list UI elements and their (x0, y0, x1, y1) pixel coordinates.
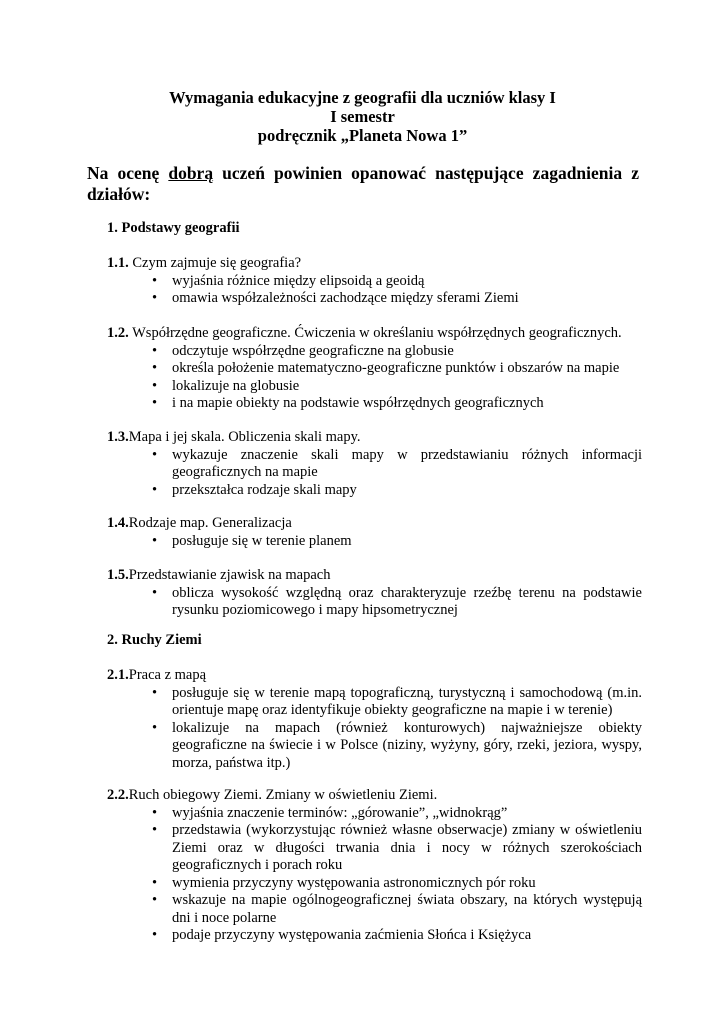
list-item: • określa położenie matematyczno-geograficzne punktów i obszarów na mapie (107, 360, 642, 378)
intro-before: Na ocenę (87, 163, 169, 183)
list-item: • omawia współzależności zachodzące między sferami Ziemi (107, 290, 642, 308)
subsection-number: 2.1. (107, 667, 129, 683)
list-item: • wskazuje na mapie ogólnogeograficznej świata obszary, na których występują dni i noce polarne (107, 892, 642, 927)
list-item: • wymienia przyczyny występowania astronomicznych pór roku (107, 875, 642, 893)
title-line-3: podręcznik „Planeta Nowa 1” (257, 126, 468, 145)
subsection-heading (107, 787, 642, 805)
intro-grade: dobrą (168, 163, 214, 183)
intro-paragraph (87, 163, 639, 205)
list-item: • lokalizuje na globusie (107, 378, 642, 396)
subsection-1-2 (107, 325, 642, 413)
document-title (0, 88, 725, 145)
bullet-list (107, 533, 642, 551)
bullet-list (107, 685, 642, 773)
subsection-number: 1.4. (107, 515, 129, 531)
subsection-title: Mapa i jej skala. Obliczenia skali mapy. (128, 429, 361, 445)
title-line-1: Wymagania edukacyjne z geografii dla uczniów klasy I (169, 88, 556, 107)
list-item: • wykazuje znaczenie skali mapy w przedstawianiu różnych informacji geograficznych na mapie (107, 447, 642, 482)
subsection-title: Ruch obiegowy Ziemi. Zmiany w oświetleniu Ziemi. (128, 787, 438, 803)
subsection-number: 1.2. (107, 325, 129, 341)
subsection-title: Współrzędne geograficzne. Ćwiczenia w określaniu współrzędnych geograficznych. (128, 325, 622, 341)
title-line-2: I semestr (330, 107, 395, 126)
bullet-list (107, 805, 642, 945)
subsection-title: Praca z mapą (128, 667, 207, 683)
list-item: • przedstawia (wykorzystując również własne obserwacje) zmiany w oświetleniu Ziemi oraz w długości trwania dnia i nocy w różnych szerokościach geograficznych i porach roku (107, 822, 642, 875)
bullet-list (107, 273, 642, 308)
list-item: • podaje przyczyny występowania zaćmienia Słońca i Księżyca (107, 927, 642, 945)
section-heading-1: 1. Podstawy geografii (107, 220, 240, 236)
intro-after: uczeń powinien opanować następujące zagadnienia z działów: (87, 163, 639, 204)
list-item: • odczytuje współrzędne geograficzne na globusie (107, 343, 642, 361)
list-item: • lokalizuje na mapach (również konturowych) najważniejsze obiekty geograficzne na świecie i w Polsce (niziny, wyżyny, góry, rzeki, jeziora, wyspy, morza, państwa itp.) (107, 720, 642, 773)
subsection-heading (107, 667, 642, 685)
list-item: • i na mapie obiekty na podstawie współrzędnych geograficznych (107, 395, 642, 413)
subsection-1-3 (107, 429, 642, 499)
bullet-list (107, 447, 642, 500)
section-heading-2: 2. Ruchy Ziemi (107, 632, 202, 648)
subsection-2-2 (107, 787, 642, 945)
subsection-heading (107, 325, 642, 343)
subsection-title: Rodzaje map. Generalizacja (128, 515, 292, 531)
bullet-list (107, 585, 642, 620)
subsection-1-1 (107, 255, 642, 308)
subsection-number: 1.1. (107, 255, 129, 271)
subsection-title: Czym zajmuje się geografia? (128, 255, 302, 271)
subsection-number: 1.3. (107, 429, 129, 445)
list-item: • posługuje się w terenie planem (107, 533, 642, 551)
subsection-2-1 (107, 667, 642, 772)
subsection-heading (107, 429, 642, 447)
list-item: • przekształca rodzaje skali mapy (107, 482, 642, 500)
subsection-1-5 (107, 567, 642, 620)
list-item: • oblicza wysokość względną oraz charakteryzuje rzeźbę terenu na podstawie rysunku poziomicowego i mapy hipsometrycznej (107, 585, 642, 620)
bullet-list (107, 343, 642, 413)
subsection-title: Przedstawianie zjawisk na mapach (128, 567, 331, 583)
list-item: • posługuje się w terenie mapą topograficzną, turystyczną i samochodową (m.in. orientuje mapę oraz identyfikuje obiekty geograficzne na mapie i w terenie) (107, 685, 642, 720)
list-item: • wyjaśnia różnice między elipsoidą a geoidą (107, 273, 642, 291)
subsection-heading (107, 515, 642, 533)
subsection-number: 1.5. (107, 567, 129, 583)
list-item: • wyjaśnia znaczenie terminów: „górowanie”, „widnokrąg” (107, 805, 642, 823)
subsection-heading (107, 567, 642, 585)
subsection-heading (107, 255, 642, 273)
subsection-1-4 (107, 515, 642, 550)
subsection-number: 2.2. (107, 787, 129, 803)
